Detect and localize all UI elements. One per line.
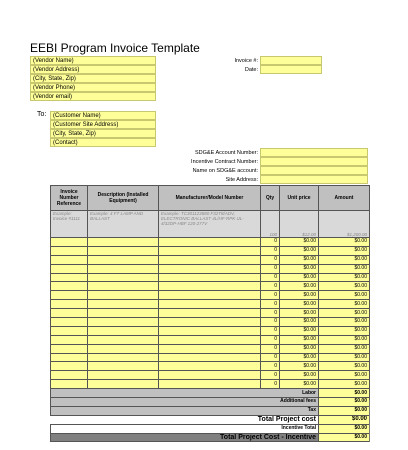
row-ref-cell[interactable]: [51, 291, 88, 300]
row-desc-cell[interactable]: [88, 255, 159, 264]
page-title: EEBI Program Invoice Template: [30, 41, 200, 55]
net-label: Total Project Cost - Incentive: [51, 433, 319, 442]
account-name-label: Name on SDG&E account:: [192, 168, 258, 174]
tax-row: [51, 406, 370, 415]
table-row: [51, 273, 370, 282]
row-unit-cell[interactable]: $0.00: [280, 326, 319, 335]
row-amount-cell[interactable]: $0.00: [319, 255, 370, 264]
row-ref-cell[interactable]: [51, 255, 88, 264]
row-model-cell[interactable]: [159, 246, 261, 255]
row-desc-cell[interactable]: [88, 318, 159, 327]
row-qty-cell[interactable]: 0: [261, 282, 280, 291]
row-qty-cell[interactable]: 0: [261, 255, 280, 264]
row-model-cell[interactable]: [159, 326, 261, 335]
row-amount-cell[interactable]: $0.00: [319, 353, 370, 362]
row-qty-cell[interactable]: 0: [261, 335, 280, 344]
sdge-account-field[interactable]: [260, 148, 368, 157]
row-unit-cell[interactable]: $0.00: [280, 300, 319, 309]
net-row: [51, 433, 370, 442]
row-qty-cell[interactable]: 0: [261, 326, 280, 335]
table-row: [51, 238, 370, 247]
row-desc-cell[interactable]: [88, 335, 159, 344]
labor-row: [51, 389, 370, 398]
row-unit-cell[interactable]: $0.00: [280, 282, 319, 291]
row-unit-cell[interactable]: $0.00: [280, 238, 319, 247]
total-value: $0.00: [319, 415, 370, 424]
row-desc-cell[interactable]: [88, 362, 159, 371]
row-model-cell[interactable]: [159, 238, 261, 247]
row-desc-cell[interactable]: [88, 380, 159, 389]
total-label: Total Project cost: [51, 415, 319, 424]
row-amount-cell[interactable]: $0.00: [319, 238, 370, 247]
total-row: [51, 415, 370, 424]
table-row: [51, 335, 370, 344]
row-ref-cell[interactable]: [51, 282, 88, 291]
row-desc-cell[interactable]: [88, 238, 159, 247]
row-model-cell[interactable]: [159, 344, 261, 353]
row-desc-cell[interactable]: [88, 273, 159, 282]
row-qty-cell[interactable]: 0: [261, 362, 280, 371]
row-unit-cell[interactable]: $0.00: [280, 264, 319, 273]
row-unit-cell[interactable]: $0.00: [280, 318, 319, 327]
row-ref-cell[interactable]: [51, 380, 88, 389]
tax-label: Tax: [51, 406, 319, 415]
row-qty-cell[interactable]: 0: [261, 380, 280, 389]
fees-value[interactable]: $0.00: [319, 398, 370, 407]
customer-name-field[interactable]: (Customer Name): [50, 111, 156, 120]
row-model-cell[interactable]: [159, 291, 261, 300]
fees-row: [51, 398, 370, 407]
row-desc-cell[interactable]: [88, 264, 159, 273]
row-desc-cell[interactable]: [88, 371, 159, 380]
row-qty-cell[interactable]: 0: [261, 300, 280, 309]
row-amount-cell[interactable]: $0.00: [319, 264, 370, 273]
example-ref: Example: Invoice #1111: [51, 211, 88, 238]
row-ref-cell[interactable]: [51, 273, 88, 282]
row-qty-cell[interactable]: 0: [261, 291, 280, 300]
table-row: [51, 255, 370, 264]
account-name-field[interactable]: [260, 166, 368, 175]
customer-city-field[interactable]: (City, State, Zip): [50, 129, 156, 138]
incentive-contract-label: Incentive Contract Number:: [191, 159, 258, 165]
site-address-label: Site Address:: [225, 177, 258, 183]
row-model-cell[interactable]: [159, 335, 261, 344]
row-unit-cell[interactable]: $0.00: [280, 380, 319, 389]
row-ref-cell[interactable]: [51, 344, 88, 353]
col-unit-price: Unit price: [280, 186, 319, 211]
invoice-number-label: Invoice #:: [234, 58, 258, 64]
incentive-contract-field[interactable]: [260, 157, 368, 166]
customer-contact-field[interactable]: (Contact): [50, 138, 156, 147]
to-label: To:: [37, 111, 47, 118]
row-ref-cell[interactable]: [51, 353, 88, 362]
row-model-cell[interactable]: [159, 362, 261, 371]
table-row: [51, 318, 370, 327]
invoice-table: [50, 185, 370, 442]
row-model-cell[interactable]: [159, 380, 261, 389]
table-row: [51, 326, 370, 335]
row-amount-cell[interactable]: $0.00: [319, 362, 370, 371]
row-ref-cell[interactable]: [51, 238, 88, 247]
row-unit-cell[interactable]: $0.00: [280, 309, 319, 318]
row-ref-cell[interactable]: [51, 371, 88, 380]
row-amount-cell[interactable]: $0.00: [319, 380, 370, 389]
row-qty-cell[interactable]: 0: [261, 264, 280, 273]
row-ref-cell[interactable]: [51, 246, 88, 255]
row-amount-cell[interactable]: $0.00: [319, 309, 370, 318]
row-unit-cell[interactable]: $0.00: [280, 371, 319, 380]
vendor-email-field[interactable]: (Vendor email): [30, 92, 156, 101]
table-row: [51, 309, 370, 318]
table-row: [51, 362, 370, 371]
table-row: [51, 344, 370, 353]
row-model-cell[interactable]: [159, 371, 261, 380]
row-ref-cell[interactable]: [51, 326, 88, 335]
row-model-cell[interactable]: [159, 273, 261, 282]
row-qty-cell[interactable]: 0: [261, 238, 280, 247]
row-unit-cell[interactable]: $0.00: [280, 291, 319, 300]
row-qty-cell[interactable]: 0: [261, 246, 280, 255]
row-amount-cell[interactable]: $0.00: [319, 246, 370, 255]
row-amount-cell[interactable]: $0.00: [319, 291, 370, 300]
example-unit: $12.00: [280, 211, 319, 238]
row-qty-cell[interactable]: 0: [261, 309, 280, 318]
row-qty-cell[interactable]: 0: [261, 318, 280, 327]
col-qty: Qty: [261, 186, 280, 211]
labor-label: Labor: [51, 389, 319, 398]
row-qty-cell[interactable]: 0: [261, 353, 280, 362]
sdge-account-label: SDG&E Account Number:: [195, 150, 258, 156]
invoice-number-field[interactable]: [260, 56, 322, 65]
row-desc-cell[interactable]: [88, 246, 159, 255]
col-description: Description (Installed Equipment): [88, 186, 159, 211]
row-desc-cell[interactable]: [88, 344, 159, 353]
row-ref-cell[interactable]: [51, 264, 88, 273]
row-ref-cell[interactable]: [51, 318, 88, 327]
row-desc-cell[interactable]: [88, 282, 159, 291]
row-model-cell[interactable]: [159, 318, 261, 327]
row-amount-cell[interactable]: $0.00: [319, 300, 370, 309]
table-header-row: [51, 186, 370, 211]
row-unit-cell[interactable]: $0.00: [280, 362, 319, 371]
row-unit-cell[interactable]: $0.00: [280, 273, 319, 282]
tax-value[interactable]: $0.00: [319, 406, 370, 415]
vendor-address-field[interactable]: (Vendor Address): [30, 65, 156, 74]
row-ref-cell[interactable]: [51, 362, 88, 371]
row-qty-cell[interactable]: 0: [261, 273, 280, 282]
example-qty: 100: [261, 211, 280, 238]
customer-address-field[interactable]: (Customer Site Address): [50, 120, 156, 129]
row-unit-cell[interactable]: $0.00: [280, 335, 319, 344]
row-desc-cell[interactable]: [88, 353, 159, 362]
row-qty-cell[interactable]: 0: [261, 371, 280, 380]
labor-value[interactable]: $0.00: [319, 389, 370, 398]
table-row: [51, 282, 370, 291]
row-ref-cell[interactable]: [51, 335, 88, 344]
example-amount: $1,200.00: [319, 211, 370, 238]
row-amount-cell[interactable]: $0.00: [319, 326, 370, 335]
row-model-cell[interactable]: [159, 353, 261, 362]
row-qty-cell[interactable]: 0: [261, 344, 280, 353]
row-model-cell[interactable]: [159, 309, 261, 318]
divider-line: [369, 400, 370, 442]
example-model: Example: TC301123880 F32T8/ADV, ELECTRONIC BALLAST 4L/HF-RPK UL-4/32DP-HBF 120-277V: [159, 211, 261, 238]
table-row: [51, 246, 370, 255]
table-row: [51, 353, 370, 362]
row-unit-cell[interactable]: $0.00: [280, 255, 319, 264]
site-address-field[interactable]: [260, 175, 368, 184]
row-model-cell[interactable]: [159, 255, 261, 264]
incentive-row: [51, 424, 370, 433]
row-model-cell[interactable]: [159, 264, 261, 273]
incentive-label: Incentive Total: [51, 424, 319, 433]
row-desc-cell[interactable]: [88, 326, 159, 335]
fees-label: Additional fees: [51, 398, 319, 407]
col-manufacturer: Manufacturer/Model Number: [159, 186, 261, 211]
net-value: $0.00: [319, 433, 370, 442]
row-desc-cell[interactable]: [88, 309, 159, 318]
vendor-name-field[interactable]: (Vendor Name): [30, 56, 156, 65]
table-row: [51, 291, 370, 300]
row-model-cell[interactable]: [159, 282, 261, 291]
example-row: [51, 211, 370, 238]
row-amount-cell[interactable]: $0.00: [319, 273, 370, 282]
vendor-phone-field[interactable]: (Vendor Phone): [30, 83, 156, 92]
table-row: [51, 371, 370, 380]
col-invoice-ref: Invoice Number Reference: [51, 186, 88, 211]
row-amount-cell[interactable]: $0.00: [319, 371, 370, 380]
row-model-cell[interactable]: [159, 300, 261, 309]
date-label: Date:: [244, 67, 258, 73]
row-unit-cell[interactable]: $0.00: [280, 246, 319, 255]
date-field[interactable]: [260, 65, 322, 74]
row-amount-cell[interactable]: $0.00: [319, 335, 370, 344]
table-row: [51, 380, 370, 389]
example-desc: Example: 4 FT LAMP AND BALLAST: [88, 211, 159, 238]
row-unit-cell[interactable]: $0.00: [280, 353, 319, 362]
row-amount-cell[interactable]: $0.00: [319, 344, 370, 353]
row-ref-cell[interactable]: [51, 300, 88, 309]
row-ref-cell[interactable]: [51, 309, 88, 318]
row-unit-cell[interactable]: $0.00: [280, 344, 319, 353]
table-row: [51, 300, 370, 309]
col-amount: Amount: [319, 186, 370, 211]
vendor-city-field[interactable]: (City, State, Zip): [30, 74, 156, 83]
row-desc-cell[interactable]: [88, 300, 159, 309]
row-amount-cell[interactable]: $0.00: [319, 282, 370, 291]
incentive-value[interactable]: $0.00: [319, 424, 370, 433]
row-desc-cell[interactable]: [88, 291, 159, 300]
table-row: [51, 264, 370, 273]
row-amount-cell[interactable]: $0.00: [319, 318, 370, 327]
